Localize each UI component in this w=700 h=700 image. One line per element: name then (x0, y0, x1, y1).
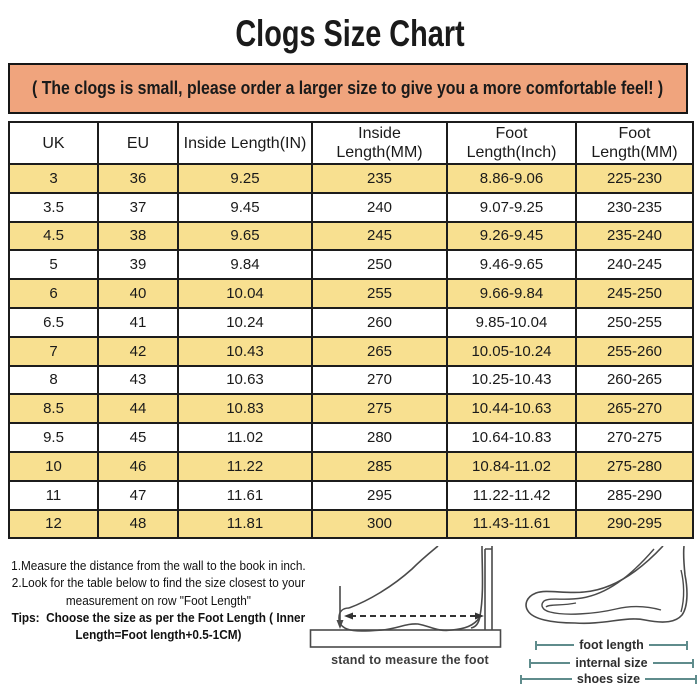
table-cell: 10.44-10.63 (447, 394, 576, 423)
tips-label: Tips: (11, 609, 40, 625)
tips-line-1 (2, 609, 315, 626)
table-cell: 44 (98, 394, 178, 423)
table-cell: 46 (98, 452, 178, 481)
table-cell: 10.24 (178, 308, 312, 337)
column-header: Inside Length(IN) (178, 122, 312, 164)
table-cell: 10.05-10.24 (447, 337, 576, 366)
table-cell: 300 (312, 510, 447, 539)
table-cell: 245-250 (576, 279, 693, 308)
stand-measure-diagram (306, 546, 514, 667)
shoes-size-ruler (520, 672, 697, 686)
table-cell: 11.02 (178, 423, 312, 452)
table-cell: 11.81 (178, 510, 312, 539)
table-row (9, 510, 693, 539)
ruler-tick (692, 659, 694, 668)
ruler-line (645, 678, 695, 680)
table-cell: 290-295 (576, 510, 693, 539)
ruler-line (537, 644, 574, 646)
table-cell: 10.83 (178, 394, 312, 423)
stand-caption: stand to measure the foot (331, 653, 489, 667)
table-cell: 8.86-9.06 (447, 164, 576, 193)
table-cell: 265 (312, 337, 447, 366)
instruction-line-1: 1.Measure the distance from the wall to the book in inch. (11, 558, 306, 573)
table-cell: 9.07-9.25 (447, 193, 576, 222)
table-header-row (9, 122, 693, 164)
table-cell: 240-245 (576, 250, 693, 279)
internal-size-label: internal size (575, 656, 648, 670)
table-cell: 270 (312, 366, 447, 395)
table-row (9, 394, 693, 423)
table-cell: 10.04 (178, 279, 312, 308)
table-cell: 9.46-9.65 (447, 250, 576, 279)
table-cell: 235-240 (576, 222, 693, 251)
notice-text: ( The clogs is small, please order a larger size to give you a more comfortable feel! ) (32, 78, 664, 98)
table-cell: 9.66-9.84 (447, 279, 576, 308)
table-cell: 275 (312, 394, 447, 423)
table-cell: 43 (98, 366, 178, 395)
table-row (9, 308, 693, 337)
table-cell: 270-275 (576, 423, 693, 452)
table-cell: 8 (9, 366, 98, 395)
table-row (9, 164, 693, 193)
table-row (9, 222, 693, 251)
table-cell: 47 (98, 481, 178, 510)
internal-size-ruler (529, 656, 694, 670)
ruler-line (522, 678, 572, 680)
table-row (9, 337, 693, 366)
table-cell: 10.64-10.83 (447, 423, 576, 452)
table-cell: 265-270 (576, 394, 693, 423)
table-cell: 42 (98, 337, 178, 366)
foot-length-label: foot length (579, 638, 644, 652)
table-cell: 36 (98, 164, 178, 193)
table-cell: 7 (9, 337, 98, 366)
table-cell: 11.22 (178, 452, 312, 481)
table-cell: 240 (312, 193, 447, 222)
table-cell: 295 (312, 481, 447, 510)
table-cell: 9.5 (9, 423, 98, 452)
table-row (9, 423, 693, 452)
table-cell: 6.5 (9, 308, 98, 337)
table-row (9, 366, 693, 395)
table-cell: 8.5 (9, 394, 98, 423)
table-cell: 37 (98, 193, 178, 222)
table-cell: 4.5 (9, 222, 98, 251)
page-title-text: Clogs Size Chart (235, 13, 465, 54)
table-cell: 285 (312, 452, 447, 481)
ruler-tick (686, 641, 688, 650)
table-cell: 9.26-9.45 (447, 222, 576, 251)
table-cell: 10.63 (178, 366, 312, 395)
size-table (8, 121, 694, 539)
table-row (9, 481, 693, 510)
table-cell: 245 (312, 222, 447, 251)
table-cell: 11.43-11.61 (447, 510, 576, 539)
table-cell: 10.25-10.43 (447, 366, 576, 395)
table-cell: 41 (98, 308, 178, 337)
table-cell: 6 (9, 279, 98, 308)
table-row (9, 279, 693, 308)
table-cell: 48 (98, 510, 178, 539)
foot-length-ruler (535, 638, 688, 652)
table-cell: 11 (9, 481, 98, 510)
table-cell: 235 (312, 164, 447, 193)
table-cell: 45 (98, 423, 178, 452)
table-cell: 40 (98, 279, 178, 308)
ruler-line (649, 644, 686, 646)
table-cell: 250-255 (576, 308, 693, 337)
table-cell: 255-260 (576, 337, 693, 366)
page-title (0, 13, 700, 55)
tips-text: Choose the size as per the Foot Length ( Inner (46, 609, 306, 625)
column-header: Inside Length(MM) (312, 122, 447, 164)
column-header: UK (9, 122, 98, 164)
table-cell: 3.5 (9, 193, 98, 222)
stand-measure-illustration (306, 546, 514, 650)
shoes-size-label: shoes size (576, 672, 641, 686)
table-cell: 9.84 (178, 250, 312, 279)
table-cell: 9.25 (178, 164, 312, 193)
ruler-tick (695, 675, 697, 684)
table-cell: 260 (312, 308, 447, 337)
shoe-size-diagram (513, 546, 700, 698)
table-cell: 9.85-10.04 (447, 308, 576, 337)
table-cell: 255 (312, 279, 447, 308)
ruler-line (653, 662, 692, 664)
column-header: Foot Length(Inch) (447, 122, 576, 164)
table-cell: 11.61 (178, 481, 312, 510)
table-cell: 10 (9, 452, 98, 481)
table-cell: 280 (312, 423, 447, 452)
column-header: EU (98, 122, 178, 164)
table-cell: 225-230 (576, 164, 693, 193)
table-cell: 250 (312, 250, 447, 279)
table-cell: 5 (9, 250, 98, 279)
table-cell: 9.45 (178, 193, 312, 222)
table-cell: 10.84-11.02 (447, 452, 576, 481)
table-row (9, 452, 693, 481)
measure-instructions (2, 557, 315, 643)
table-row (9, 193, 693, 222)
table-cell: 285-290 (576, 481, 693, 510)
column-header: Foot Length(MM) (576, 122, 693, 164)
instruction-line-3: measurement on row "Foot Length" (65, 592, 251, 608)
notice-banner (8, 63, 688, 114)
table-cell: 11.22-11.42 (447, 481, 576, 510)
ruler-line (531, 662, 570, 664)
table-cell: 260-265 (576, 366, 693, 395)
table-cell: 230-235 (576, 193, 693, 222)
table-cell: 38 (98, 222, 178, 251)
table-cell: 12 (9, 510, 98, 539)
table-cell: 3 (9, 164, 98, 193)
tips-line-2: Length=Foot length+0.5-1CM) (75, 627, 242, 643)
table-cell: 9.65 (178, 222, 312, 251)
table-row (9, 250, 693, 279)
table-body (9, 164, 693, 538)
table-cell: 10.43 (178, 337, 312, 366)
instruction-line-2: 2.Look for the table below to find the size closest to your (11, 575, 305, 591)
table-cell: 275-280 (576, 452, 693, 481)
shoe-size-illustration (513, 546, 700, 634)
table-cell: 39 (98, 250, 178, 279)
